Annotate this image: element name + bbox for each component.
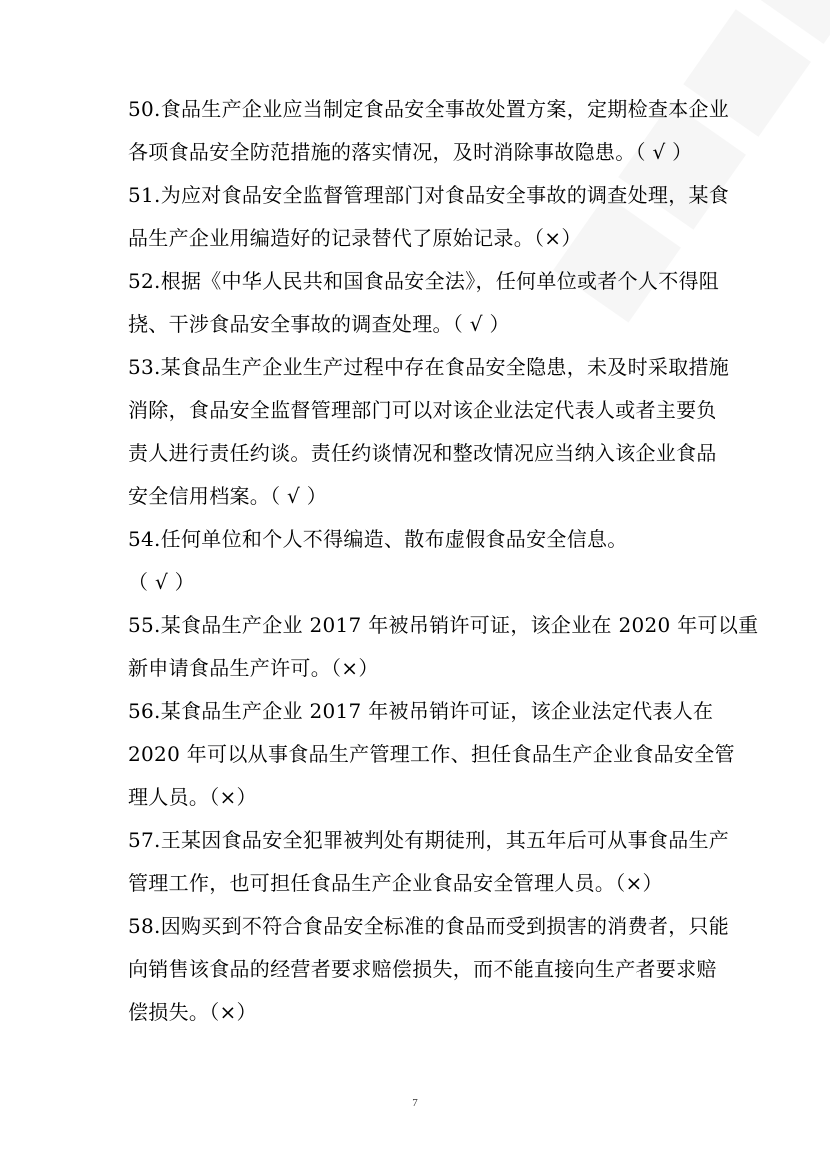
text-line: 53.某食品生产企业生产过程中存在食品安全隐患，未及时采取措施 (128, 355, 730, 379)
text-line: 50.食品生产企业应当制定食品安全事故处置方案，定期检查本企业 (128, 97, 730, 121)
text-line: 57.王某因食品安全犯罪被判处有期徒刑，其五年后可从事食品生产 (128, 828, 730, 852)
text-line: 消除，食品安全监督管理部门可以对该企业法定代表人或者主要负 (128, 398, 717, 422)
text-line: 各项食品安全防范措施的落实情况，及时消除事故隐患。（ √ ） (128, 140, 693, 164)
text-line: 安全信用档案。（ √ ） (128, 484, 328, 508)
text-line: 挠、干涉食品安全事故的调查处理。（ √ ） (128, 312, 510, 336)
text-line: 管理工作，也可担任食品生产企业食品安全管理人员。（×） (128, 871, 663, 895)
text-line: 52.根据《中华人民共和国食品安全法》，任何单位或者个人不得阻 (128, 269, 720, 293)
text-line: 58.因购买到不符合食品安全标准的食品而受到损害的消费者，只能 (128, 914, 730, 938)
text-line: 偿损失。（×） (128, 1000, 257, 1024)
text-line: 55.某食品生产企业 2017 年被吊销许可证，该企业在 2020 年可以重 (128, 613, 759, 637)
text-line: 51.为应对食品安全监督管理部门对食品安全事故的调查处理，某食 (128, 183, 730, 207)
text-line: 新申请食品生产许可。（×） (128, 656, 379, 680)
text-line: 品生产企业用编造好的记录替代了原始记录。（×） (128, 226, 582, 250)
text-line: 2020 年可以从事食品生产管理工作、担任食品生产企业食品安全管 (128, 742, 735, 766)
text-line: 54.任何单位和个人不得编造、散布虚假食品安全信息。 (128, 527, 628, 551)
text-line: 理人员。（×） (128, 785, 257, 809)
page-number: 7 (412, 1097, 418, 1109)
text-line: 56.某食品生产企业 2017 年被吊销许可证，该企业法定代表人在 (128, 699, 714, 723)
document-body (128, 88, 759, 1034)
text-line: （ √ ） (128, 570, 195, 594)
text-line: 向销售该食品的经营者要求赔偿损失，而不能直接向生产者要求赔 (128, 957, 717, 981)
text-line: 责人进行责任约谈。责任约谈情况和整改情况应当纳入该企业食品 (128, 441, 717, 465)
